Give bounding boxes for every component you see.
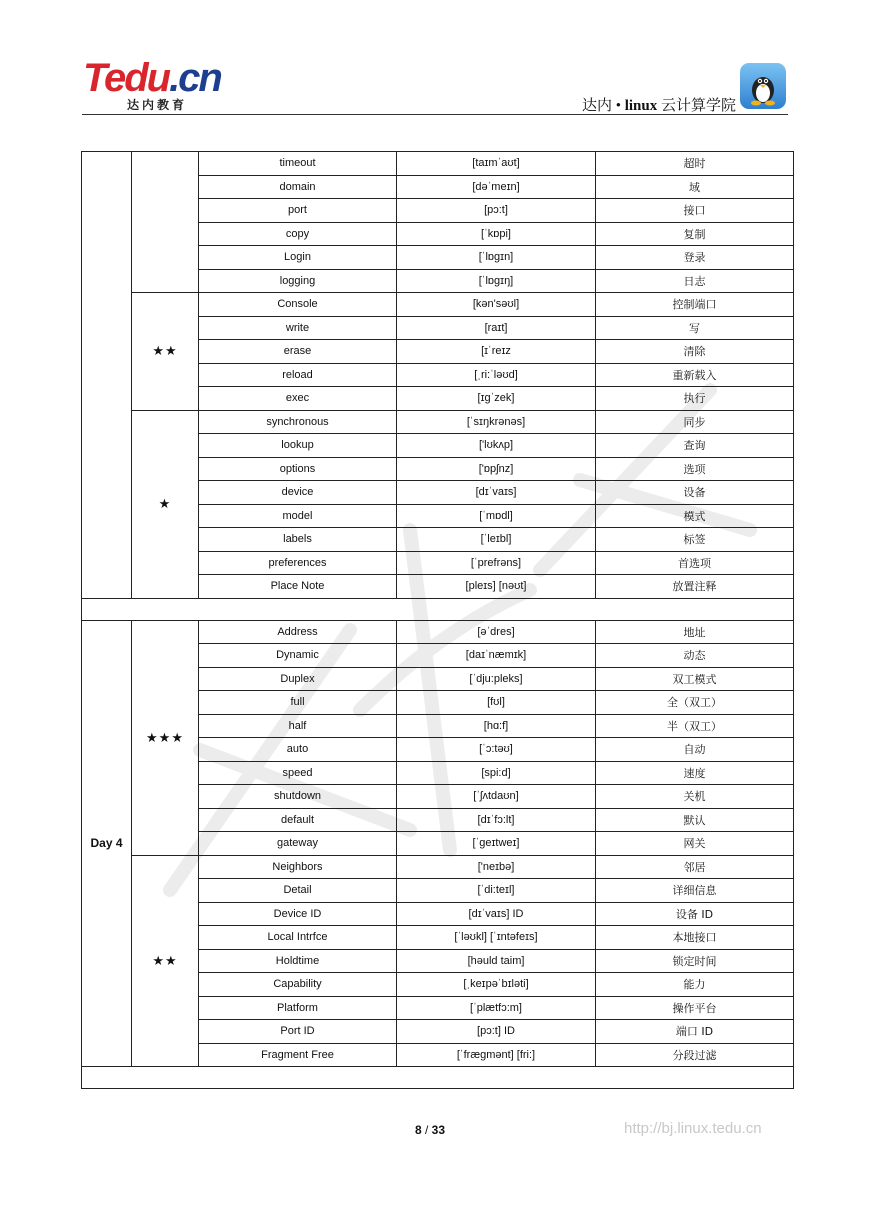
translation-cell: 域 (596, 175, 794, 199)
ipa-cell: [ˈprefrəns] (397, 551, 596, 575)
stars-cell: ★ (132, 410, 199, 598)
ipa-cell: [ˈʃʌtdaʊn] (397, 785, 596, 809)
stars-cell (132, 152, 199, 293)
ipa-cell: ['lʊkʌp] (397, 434, 596, 458)
ipa-cell: [ˌri:ˈləʊd] (397, 363, 596, 387)
translation-cell: 写 (596, 316, 794, 340)
ipa-cell: [ɪˈreɪz (397, 340, 596, 364)
ipa-cell: [fʊl] (397, 691, 596, 715)
translation-cell: 登录 (596, 246, 794, 270)
ipa-cell: [pleɪs] [nəʊt] (397, 575, 596, 599)
ipa-cell: [ˈfrægmənt] [fri:] (397, 1043, 596, 1067)
translation-cell: 同步 (596, 410, 794, 434)
translation-cell: 控制端口 (596, 293, 794, 317)
spacer-cell (82, 598, 794, 620)
word-cell: preferences (199, 551, 397, 575)
header-title: 达内 • linux 云计算学院 (581, 98, 736, 114)
translation-cell: 半（双工） (596, 714, 794, 738)
translation-cell: 查询 (596, 434, 794, 458)
vocabulary-table (81, 151, 794, 1089)
translation-cell: 首选项 (596, 551, 794, 575)
word-cell: Device ID (199, 902, 397, 926)
word-cell: Place Note (199, 575, 397, 599)
translation-cell: 关机 (596, 785, 794, 809)
translation-cell: 网关 (596, 832, 794, 856)
word-cell: device (199, 481, 397, 505)
word-cell: lookup (199, 434, 397, 458)
word-cell: exec (199, 387, 397, 411)
translation-cell: 速度 (596, 761, 794, 785)
word-cell: labels (199, 528, 397, 552)
spacer-row (82, 1067, 794, 1089)
translation-cell: 邻居 (596, 855, 794, 879)
ipa-cell: [taɪmˈaʊt] (397, 152, 596, 176)
translation-cell: 自动 (596, 738, 794, 762)
day-cell: Day 4 (82, 620, 132, 1067)
word-cell: Holdtime (199, 949, 397, 973)
spacer-row (82, 598, 794, 620)
ipa-cell: [əˈdres] (397, 620, 596, 644)
translation-cell: 放置注释 (596, 575, 794, 599)
ipa-cell: [həuld taim] (397, 949, 596, 973)
logo-subtitle: 达内教育 (127, 98, 188, 112)
stars-cell: ★★ (132, 855, 199, 1067)
translation-cell: 能力 (596, 973, 794, 997)
ipa-cell: [ˈsɪŋkrənəs] (397, 410, 596, 434)
translation-cell: 执行 (596, 387, 794, 411)
translation-cell: 日志 (596, 269, 794, 293)
ipa-cell: [ˈgeɪtweɪ] (397, 832, 596, 856)
ipa-cell: [ˈdi:teɪl] (397, 879, 596, 903)
translation-cell: 模式 (596, 504, 794, 528)
word-cell: Dynamic (199, 644, 397, 668)
ipa-cell: [ˈɔ:təʊ] (397, 738, 596, 762)
penguin-logo-icon (740, 63, 786, 109)
translation-cell: 锁定时间 (596, 949, 794, 973)
translation-cell: 分段过滤 (596, 1043, 794, 1067)
ipa-cell: [dɪˈfɔ:lt] (397, 808, 596, 832)
word-cell: Port ID (199, 1020, 397, 1044)
spacer-cell (82, 1067, 794, 1089)
ipa-cell: [ˈdju:pleks] (397, 667, 596, 691)
translation-cell: 设备 (596, 481, 794, 505)
word-cell: Platform (199, 996, 397, 1020)
word-cell: reload (199, 363, 397, 387)
translation-cell: 本地接口 (596, 926, 794, 950)
translation-cell: 重新载入 (596, 363, 794, 387)
word-cell: default (199, 808, 397, 832)
header-divider (82, 114, 788, 115)
ipa-cell: [hɑ:f] (397, 714, 596, 738)
word-cell: full (199, 691, 397, 715)
word-cell: timeout (199, 152, 397, 176)
word-cell: write (199, 316, 397, 340)
word-cell: Duplex (199, 667, 397, 691)
word-cell: Console (199, 293, 397, 317)
ipa-cell: [ˈlɒgɪn] (397, 246, 596, 270)
translation-cell: 全（双工） (596, 691, 794, 715)
ipa-cell: [ˈleɪbl] (397, 528, 596, 552)
word-cell: Address (199, 620, 397, 644)
ipa-cell: ['neɪbə] (397, 855, 596, 879)
translation-cell: 设备 ID (596, 902, 794, 926)
translation-cell: 超时 (596, 152, 794, 176)
translation-cell: 动态 (596, 644, 794, 668)
tedu-logo (83, 56, 233, 112)
ipa-cell: [ˈlɒgɪŋ] (397, 269, 596, 293)
table-row (82, 152, 794, 176)
translation-cell: 地址 (596, 620, 794, 644)
stars-cell: ★★ (132, 293, 199, 411)
translation-cell: 标签 (596, 528, 794, 552)
footer-url: http://bj.linux.tedu.cn (624, 1120, 762, 1137)
stars-cell: ★★★ (132, 620, 199, 855)
ipa-cell: [ˈkɒpi] (397, 222, 596, 246)
translation-cell: 清除 (596, 340, 794, 364)
ipa-cell: [ˈplætfɔ:m] (397, 996, 596, 1020)
table-row (82, 293, 794, 317)
ipa-cell: [dɪˈvaɪs] ID (397, 902, 596, 926)
table-row (82, 620, 794, 644)
ipa-cell: [spi:d] (397, 761, 596, 785)
table-row (82, 855, 794, 879)
word-cell: Detail (199, 879, 397, 903)
word-cell: copy (199, 222, 397, 246)
word-cell: Neighbors (199, 855, 397, 879)
word-cell: Local Intrfce (199, 926, 397, 950)
word-cell: speed (199, 761, 397, 785)
page-number: 8 / 33 (414, 1123, 446, 1137)
ipa-cell: [ˌkeɪpəˈbɪləti] (397, 973, 596, 997)
word-cell: port (199, 199, 397, 223)
word-cell: gateway (199, 832, 397, 856)
ipa-cell: [ˈmɒdl] (397, 504, 596, 528)
ipa-cell: [ɪgˈzek] (397, 387, 596, 411)
table-row (82, 410, 794, 434)
word-cell: shutdown (199, 785, 397, 809)
ipa-cell: ['ɒpʃnz] (397, 457, 596, 481)
word-cell: erase (199, 340, 397, 364)
word-cell: auto (199, 738, 397, 762)
word-cell: synchronous (199, 410, 397, 434)
word-cell: Fragment Free (199, 1043, 397, 1067)
word-cell: domain (199, 175, 397, 199)
word-cell: Capability (199, 973, 397, 997)
logo-wordmark: Tedu.cn (83, 56, 221, 100)
word-cell: options (199, 457, 397, 481)
translation-cell: 双工模式 (596, 667, 794, 691)
translation-cell: 详细信息 (596, 879, 794, 903)
translation-cell: 默认 (596, 808, 794, 832)
ipa-cell: [raɪt] (397, 316, 596, 340)
word-cell: logging (199, 269, 397, 293)
word-cell: Login (199, 246, 397, 270)
word-cell: half (199, 714, 397, 738)
translation-cell: 端口 ID (596, 1020, 794, 1044)
word-cell: model (199, 504, 397, 528)
translation-cell: 操作平台 (596, 996, 794, 1020)
ipa-cell: [kən'səʊl] (397, 293, 596, 317)
translation-cell: 选项 (596, 457, 794, 481)
translation-cell: 接口 (596, 199, 794, 223)
ipa-cell: [dɪˈvaɪs] (397, 481, 596, 505)
ipa-cell: [dəˈmeɪn] (397, 175, 596, 199)
day-cell (82, 152, 132, 599)
translation-cell: 复制 (596, 222, 794, 246)
ipa-cell: [pɔ:t] (397, 199, 596, 223)
ipa-cell: [daɪˈnæmɪk] (397, 644, 596, 668)
ipa-cell: [pɔ:t] ID (397, 1020, 596, 1044)
ipa-cell: [ˈləʊkl] [ˈɪntəfeɪs] (397, 926, 596, 950)
